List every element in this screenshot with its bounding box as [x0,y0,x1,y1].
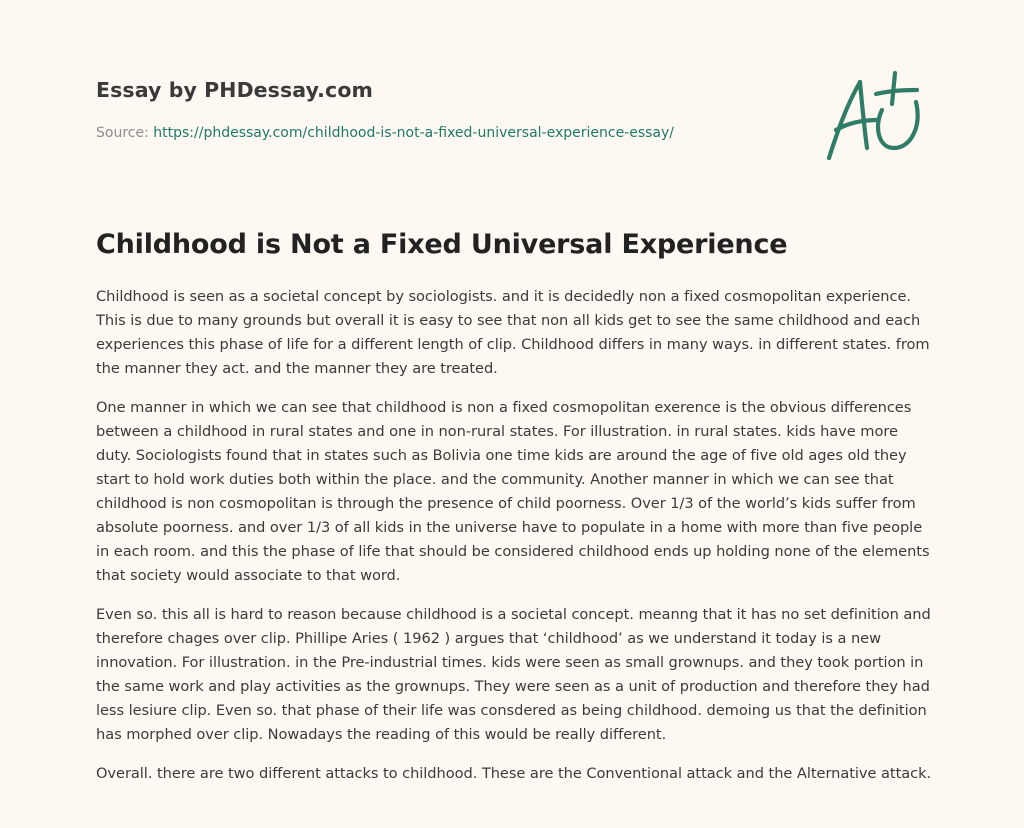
essay-title: Childhood is Not a Fixed Universal Experience [96,229,788,260]
essay-paragraph: Even so. this all is hard to reason because childhood is a societal concept. meanng that it has no set definition and therefore chages over clip. Phillipe Aries ( 1962 ) argues that ‘childhood’ as we understand it today is a new innovation. For illustration. in the Pre-industrial times. kids were seen as small grownups. and they took portion in the same work and play activities as the grownups. They were seen as a unit of production and therefore they had less lesiure clip. Even so. that phase of their life was consdered as being childhood. demoing us that the definition has morphed over clip. Nowadays the reading of this would be really different. [96,606,931,743]
a-plus-grade-icon [822,68,932,166]
a-plus-logo-svg [822,68,932,166]
source-link[interactable]: https://phdessay.com/childhood-is-not-a-fixed-universal-experience-essay/ [153,125,675,141]
essay-paragraph: Childhood is seen as a societal concept by sociologists. and it is decidedly non a fixed cosmopolitan experience. This is due to many grounds but overall it is easy to see that non all kids get to see the same childhood and each experiences this phase of life for a different length of clip. Childhood differs in many ways. in different states. from the manner they act. and the manner they are treated. [96,288,930,377]
essay-body [96,285,932,801]
source-line [96,124,796,142]
essay-paragraph: One manner in which we can see that childhood is non a fixed cosmopolitan exerence is the obvious differences between a childhood in rural states and one in non-rural states. For illustration. in rural states. kids have more duty. Sociologists found that in states such as Bolivia one time kids are around the age of five old ages old they start to hold work duties both within the place. and the community. Another manner in which we can see that childhood is non cosmopolitan is through the presence of child poorness. Over 1/3 of the world’s kids suffer from absolute poorness. and over 1/3 of all kids in the universe have to populate in a home with more than five people in each room. and this the phase of life that should be considered childhood ends up holding none of the elements that society would associate to that word. [96,399,930,584]
essay-paragraph: Overall. there are two different attacks to childhood. These are the Conventional attack and the Alternative attack. [96,765,932,782]
site-brand: Essay by PHDessay.com [96,78,373,102]
essay-header [96,76,796,142]
source-label: Source: [96,125,154,141]
